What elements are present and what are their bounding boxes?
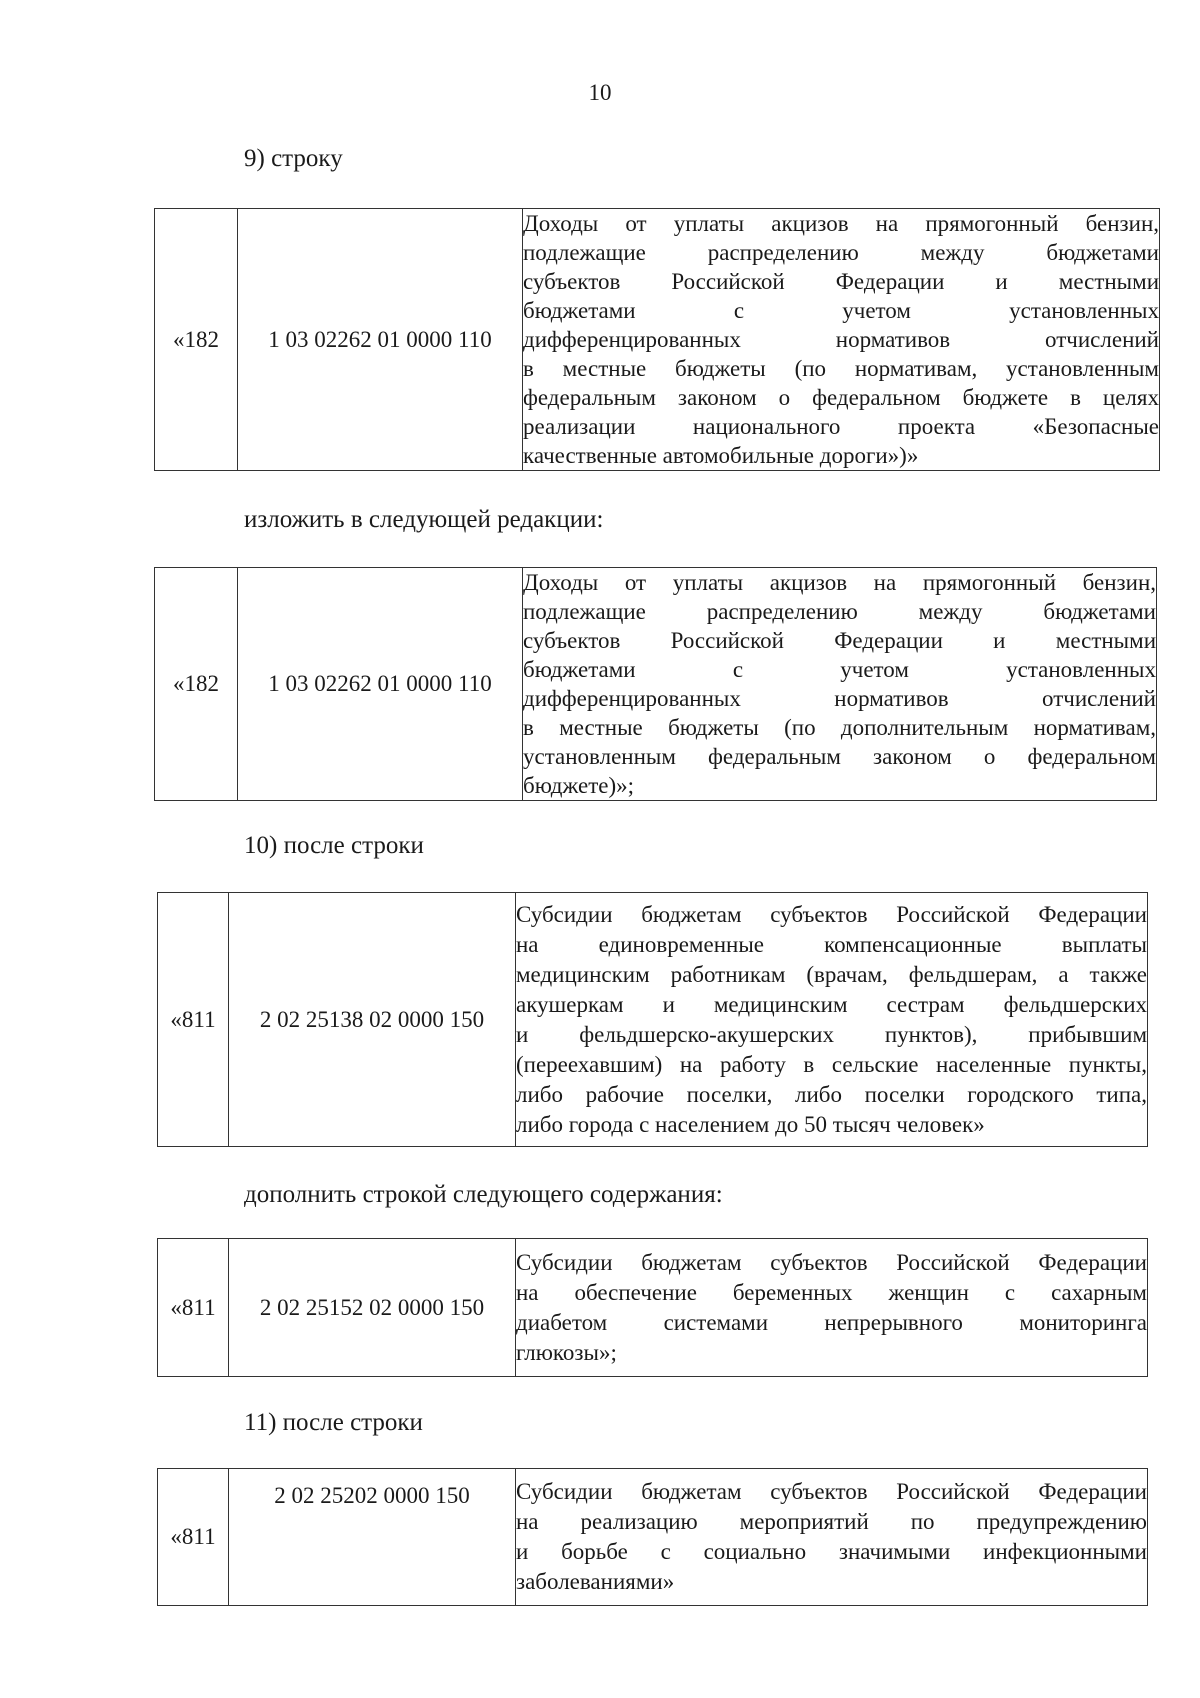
revenue-admin-code: «182 (155, 568, 238, 801)
description-line: заболеваниями» (516, 1569, 675, 1594)
description-line: бюджете)»; (523, 773, 635, 798)
table-row-811-25202 (157, 1468, 1148, 1606)
description-line: в местные бюджеты (по дополнительным нормативам, (523, 715, 1156, 740)
description-line: Доходы от уплаты акцизов на прямогонный бензин, (523, 211, 1159, 236)
budget-classification-code: 1 03 02262 01 0000 110 (238, 209, 523, 471)
item-9-instruction: изложить в следующей редакции: (244, 506, 604, 533)
description-line: бюджетами с учетом установленных (523, 657, 1156, 682)
description-line: медицинским работникам (врачам, фельдшерам, а также (516, 961, 1147, 987)
item-10-heading: 10) после строки (244, 832, 424, 859)
description-line: (переехавшим) на работу в сельские населенные пункты, (516, 1051, 1147, 1077)
description-line: акушеркам и медицинским сестрам фельдшерских (516, 991, 1147, 1017)
budget-classification-code: 1 03 02262 01 0000 110 (238, 568, 523, 801)
revenue-description (516, 1469, 1148, 1606)
description-line: реализации национального проекта «Безопасные (523, 414, 1159, 439)
table-row-811-25138 (157, 892, 1148, 1147)
description-line: либо города с населением до 50 тысяч человек» (516, 1111, 985, 1137)
table-new-row-182 (154, 567, 1157, 801)
description-line: Субсидии бюджетам субъектов Российской Федерации (516, 901, 1147, 927)
budget-classification-code: 2 02 25138 02 0000 150 (229, 893, 516, 1147)
description-line: субъектов Российской Федерации и местными (523, 269, 1159, 294)
description-line: подлежащие распределению между бюджетами (523, 599, 1156, 624)
description-line: подлежащие распределению между бюджетами (523, 240, 1159, 265)
description-line: глюкозы»; (516, 1339, 617, 1365)
description-line: субъектов Российской Федерации и местными (523, 628, 1156, 653)
revenue-admin-code: «811 (158, 1469, 229, 1606)
description-line: установленным федеральным законом о федеральном (523, 744, 1156, 769)
description-line: на обеспечение беременных женщин с сахарным (516, 1279, 1147, 1305)
description-line: Субсидии бюджетам субъектов Российской Федерации (516, 1479, 1147, 1504)
table-old-row-182 (154, 208, 1160, 471)
table-row-811-25152 (157, 1238, 1148, 1377)
budget-classification-code: 2 02 25152 02 0000 150 (229, 1239, 516, 1377)
item-11-heading: 11) после строки (244, 1409, 423, 1436)
description-line: на единовременные компенсационные выплаты (516, 931, 1147, 957)
revenue-description (516, 893, 1148, 1147)
item-9-heading: 9) строку (244, 145, 343, 172)
description-line: качественные автомобильные дороги»)» (523, 443, 919, 468)
description-line: и фельдшерско-акушерских пунктов), прибывшим (516, 1021, 1147, 1047)
description-line: Субсидии бюджетам субъектов Российской Федерации (516, 1249, 1147, 1275)
description-line: диабетом системами непрерывного мониторинга (516, 1309, 1147, 1335)
page-number: 10 (588, 80, 612, 105)
description-line: дифференцированных нормативов отчислений (523, 327, 1159, 352)
budget-classification-code: 2 02 25202 0000 150 (229, 1469, 516, 1606)
revenue-description (523, 568, 1157, 801)
description-line: и борьбе с социально значимыми инфекционными (516, 1539, 1147, 1564)
description-line: дифференцированных нормативов отчислений (523, 686, 1156, 711)
description-line: либо рабочие поселки, либо поселки городского типа, (516, 1081, 1147, 1107)
revenue-description (523, 209, 1160, 471)
revenue-admin-code: «182 (155, 209, 238, 471)
revenue-admin-code: «811 (158, 893, 229, 1147)
description-line: федеральным законом о федеральном бюджете в целях (523, 385, 1159, 410)
item-10-instruction: дополнить строкой следующего содержания: (244, 1181, 723, 1208)
revenue-description (516, 1239, 1148, 1377)
revenue-admin-code: «811 (158, 1239, 229, 1377)
description-line: Доходы от уплаты акцизов на прямогонный бензин, (523, 570, 1156, 595)
description-line: бюджетами с учетом установленных (523, 298, 1159, 323)
description-line: в местные бюджеты (по нормативам, установленным (523, 356, 1159, 381)
description-line: на реализацию мероприятий по предупреждению (516, 1509, 1147, 1534)
